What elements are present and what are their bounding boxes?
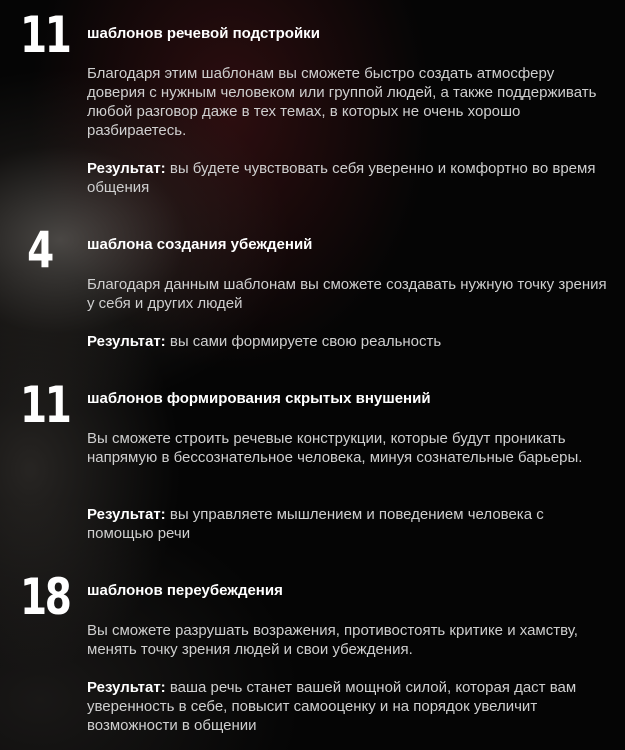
item-result [87,678,612,735]
item-number: 11 [20,6,70,64]
result-label: Результат: [87,506,166,523]
item-description: Благодаря этим шаблонам вы сможете быстро создать атмосферу доверия с нужным человеком или группой людей, а также поддерживать любой разговор даже в тех темах, в которых не очень хорошо разбираетесь. [87,65,597,139]
result-text: вы будете чувствовать себя уверенно и комфортно во время общения [87,160,596,196]
item-title: шаблонов речевой подстройки [87,25,320,42]
result-text: вы сами формируете свою реальность [169,333,442,350]
result-text: ваша речь станет вашей мощной силой, которая даст вам уверенность в себе, повысит самооценку и на порядок увеличит возможности в общении [87,679,577,734]
item-title: шаблона создания убеждений [87,236,313,253]
item-title: шаблонов формирования скрытых внушений [87,390,431,407]
item-number: 18 [20,568,70,626]
item-result [87,332,612,351]
item-number: 4 [27,221,52,279]
item-description: Вы сможете разрушать возражения, противостоять критике и хамству, менять точку зрения людей и свои убеждения. [87,622,578,658]
item-description: Вы сможете строить речевые конструкции, которые будут проникать напрямую в бессознательное человека, минуя сознательные барьеры. [87,430,583,466]
result-label: Результат: [87,679,166,696]
item-result [87,505,612,543]
item-number: 11 [20,376,70,434]
item-description: Благодаря данным шаблонам вы сможете создавать нужную точку зрения у себя и других людей [87,276,607,312]
result-label: Результат: [87,333,166,350]
result-text: вы управляете мышлением и поведением человека с помощью речи [87,506,544,542]
item-result [87,159,612,197]
item-title: шаблонов переубеждения [87,582,283,599]
result-label: Результат: [87,160,166,177]
